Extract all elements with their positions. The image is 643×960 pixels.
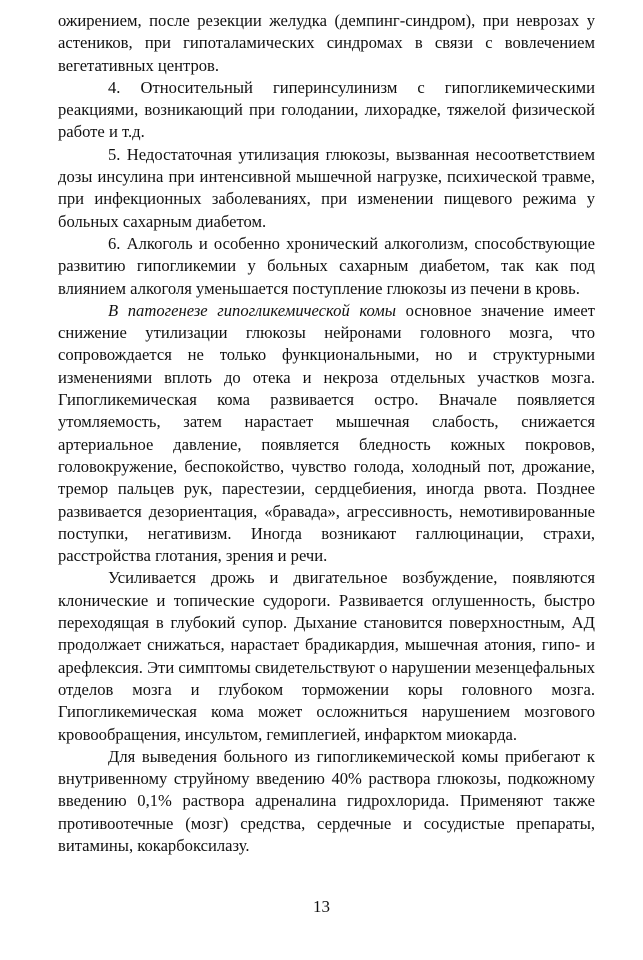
paragraph-continuation: ожирением, после резекции желудка (демпинг-синдром), при неврозах у астеников, при гипоталамических синдромах в связи с вовлечением вегетативных центров. [58, 11, 595, 75]
paragraph-item-5: 5. Недостаточная утилизация глюкозы, вызванная несоответствием дозы инсулина при интенсивной мышечной нагрузке, психической травме, при инфекционных заболеваниях, при изменении пищевого режима у больных сахарным диабетом. [58, 144, 595, 231]
paragraph-item-4: 4. Относительный гиперинсулинизм с гипогликемическими реакциями, возникающий при голодании, лихорадке, тяжелой физической работе и т.д. [58, 77, 595, 142]
paragraph-treatment: Для выведения больного из гипогликемической комы прибегают к внутривенному струйному введению 40% раствора глюкозы, подкожному введению 0,1% раствора адреналина гидрохлорида. Применяют также противоотечные (мозг) средства, сердечные и сосудистые препараты, витамины, кокарбоксилазу. [58, 746, 595, 855]
pathogenesis-text: основное значение имеет снижение утилизации глюкозы нейронами головного мозга, что сопровождается не только функциональными, но и структурными изменениями вплоть до отека и некроза отдельных участков мозга. Гипогликемическая кома развивается остро. Вначале появляется утомляемость, затем нарастает мышечная слабость, снижается артериальное давление, появляется бледность кожных покровов, головокружение, беспокойство, чувство голода, холодный пот, дрожание, тремор пальцев рук, парестезии, сердцебиения, иногда рвота. Позднее развивается дезориентация, «бравада», агрессивность, немотивированные поступки, негативизм. Иногда возникают галлюцинации, страхи, расстройства глотания, зрения и речи. [58, 300, 595, 566]
paragraph-pathogenesis [58, 300, 595, 568]
pathogenesis-heading: В патогенезе гипогликемической комы [108, 300, 396, 320]
paragraph-symptoms: Усиливается дрожь и двигательное возбуждение, появляются клонические и топические судороги. Развивается оглушенность, быстро переходящая в глубокий супор. Дыхание становится поверхностным, АД продолжает снижаться, нарастает брадикардия, мышечная атония, гипо- и арефлексия. Эти симптомы свидетельствуют о нарушении мезенцефальных отделов мозга и глубоком торможении коры головного мозга. Гипогликемическая кома может осложниться нарушением мозгового кровообращения, инсультом, гемиплегией, инфарктом миокарда. [58, 568, 595, 744]
paragraph-item-6: 6. Алкоголь и особенно хронический алкоголизм, способствующие развитию гипогликемии у больных сахарным диабетом, так как под влиянием алкоголя уменьшается поступление глюкозы из печени в кровь. [58, 233, 595, 298]
page-number: 13 [313, 897, 330, 916]
